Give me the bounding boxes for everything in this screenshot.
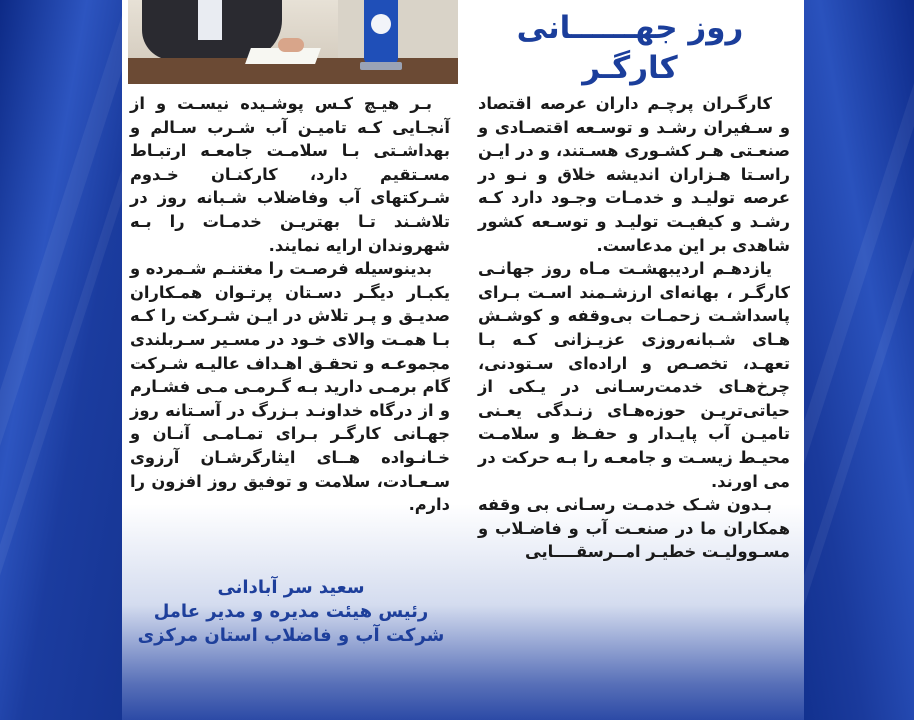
paragraph: بـدون شـک خدمـت رسـانی بی وقفه همکاران ما در صنعـت آب و فاضـلاب و مسـوولیـت خطیـر امــرسقــــایی xyxy=(478,495,790,562)
background-left-pattern xyxy=(0,0,122,720)
photo-person-shirt xyxy=(198,0,222,40)
article-column-right xyxy=(478,92,790,612)
paragraph: بدینوسیله فرصـت را مغتنـم شـمرده و یکبـار دیگـر دسـتان پرتـوان همـکاران صدیـق و پـر تلاش در ایـن شـرکت را کـه بـا همـت والای خـود در مسـیر سـربلندی مجموعـه و تحقـق اهـداف عالیـه شـرکت گام برمـی دارید بـه گـرمـی مـی فشـارم و از درگاه خداونـد بـزرگ در آسـتانه روز جهـانی کارگـر بـرای تمـامـی آنـان و خـانـواده هــای ایثارگرشـان آرزوی سـعـادت، سلامت و توفیق روز افزون را دارم. xyxy=(130,259,450,515)
flag-logo-icon xyxy=(371,14,391,34)
signature-title: رئیس هیئت مدیره و مدیر عامل xyxy=(153,601,429,622)
photo-flag-stand xyxy=(360,62,402,70)
headline: روز جهــــــانی کارگـر xyxy=(516,10,744,86)
background-right-pattern xyxy=(804,0,914,720)
ceo-photo xyxy=(128,0,458,84)
signature-company: شرکت آب و فاضلاب استان مرکزی xyxy=(137,625,445,646)
signature-name: سعید سر آبادانی xyxy=(217,577,365,598)
paragraph: کارگـران پرچـم داران عرصه اقتصاد و سـفیران رشـد و توسـعه اقتصـادی و صنعـتی هـر کشـوری هسـتند، و در ایـن راسـتا هـزاران اندیشه خلاق و نـو در عرصه تولیـد و خدمـات وجـود دارد کـه رشـد و کیفیـت تولیـد و توسـعه کشور شاهدی بر این مدعاست. xyxy=(478,94,790,255)
signature-block xyxy=(130,576,452,648)
paragraph: یازدهـم اردیبهشـت مـاه روز جهانـی کارگـر ، بهانه‌ای ارزشـمند اسـت بـرای پاسداشـت زحمـات بی‌وقفه و کوشـش هـای شـبانه‌روزی عزیـزانی کـه بـا تعهـد، تخصـص و اراده‌ای سـتودنی، چرخ‌هـای خدمت‌رسـانی در یـکی از حیاتی‌تریـن حوزه‌هـای زنـدگی یعـنی تامیـن آب پایـدار و حفـظ و سلامـت محیـط زیسـت و جامعـه را بـه حرکت در می اورند. xyxy=(478,259,790,491)
article-column-left xyxy=(130,92,450,562)
paragraph: بـر هیـچ کـس پوشـیده نیسـت و از آنجـایی کـه تامیـن آب شـرب سـالم و بهداشـتی بـا سلامـت جامعـه ارتبـاط مسـتقیم دارد، کارکنـان خـدوم شـرکتهای آب وفاضلاب شـبانه روز در تلاشـند تـا بهتریـن خدمـات را بـه شهروندان ارایه نمایند. xyxy=(130,94,450,255)
photo-hand xyxy=(278,38,304,52)
